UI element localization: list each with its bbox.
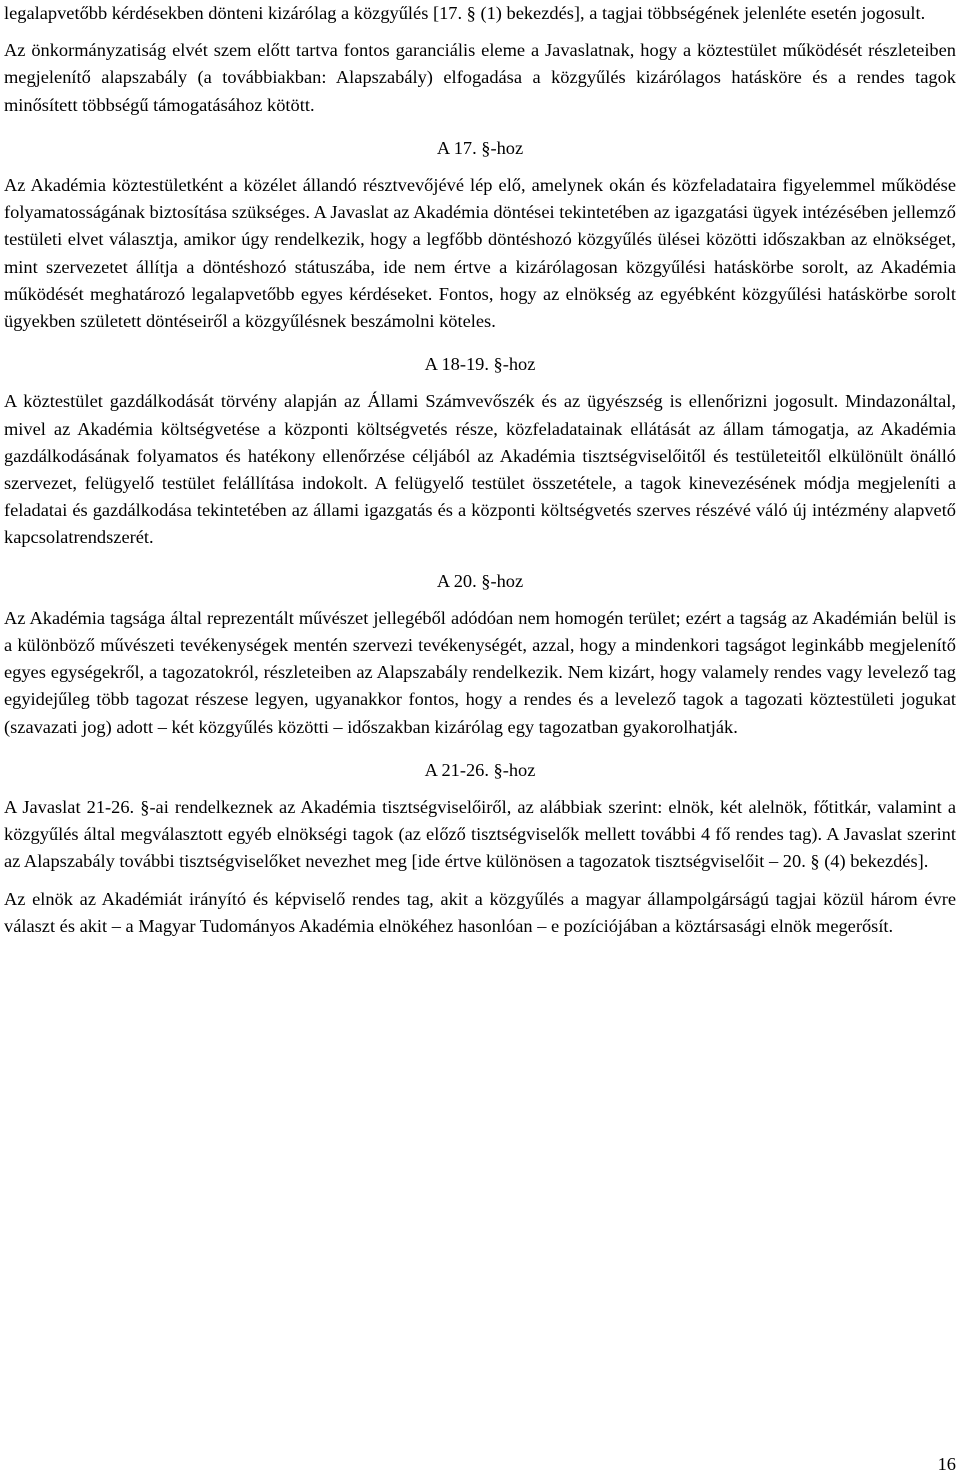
document-page [4,0,956,940]
paragraph-section-20: Az Akadémia tagsága által reprezentált művészet jellegéből adódóan nem homogén terület; ezért a tagság az Akadémián belül is a különböző művészeti tevékenységek mentén szervezi tevékenységét, azzal, hogy a mindenkori tagságot leginkább megjelenítő egyes egységekről, a tagozatokról, részleteiben az Alapszabály rendelkezik. Nem kizárt, hogy valamely rendes vagy levelező tag egyidejűleg több tagozat részese legyen, ugyanakkor fontos, hogy a rendes és a levelező tagok a tagozati köztestületi jogukat (szavazati jog) adott – két közgyűlés közötti – időszakban kizárólag egy tagozatban gyakorolhatják. [4,607,956,737]
paragraph-section-17: Az Akadémia köztestületként a közélet állandó résztvevőjévé lép elő, amelynek okán és közfeladataira figyelemmel működése folyamatosságának biztosítása szükséges. A Javaslat az Akadémia döntései tekintetében az igazgatási ügyek intézésében jellemző testületi elvet választja, amikor úgy rendelkezik, hogy a legfőbb döntéshozó közgyűlés ülései közötti időszakban az elnökséget, mint szervezetet állítja a döntéshozó státuszába, ide nem értve a kizárólagosan közgyűlési hatáskörbe sorolt, az Akadémia működését meghatározó legalapvetőbb egyes kérdéseket. Fontos, hogy az elnökség az egyébként közgyűlési hatáskörbe sorolt ügyekben született döntéseiről a közgyűlésnek beszámolni köteles. [4,175,956,332]
paragraph-section-21-26: A Javaslat 21-26. §-ai rendelkeznek az Akadémia tisztségviselőiről, az alábbiak szerint: elnök, két alelnök, főtitkár, valamint a közgyűlés által megválasztott egyéb elnökségi tagok (az előző tisztségviselők mellett további 4 fő rendes tag). A Javaslat szerint az Alapszabály további tisztségviselőket nevezhet meg [ide értve különösen a tagozatok tisztségviselőit – 20. § (4) bekezdés]. [4,797,956,872]
paragraph-continuation: legalapvetőbb kérdésekben dönteni kizárólag a közgyűlés [17. § (1) bekezdés], a tagjai többségének jelenléte esetén jogosult. [4,3,926,23]
section-heading-21-26: A 21-26. §-hoz [424,759,536,780]
section-heading-17: A 17. §-hoz [436,137,524,158]
paragraph-self-government: Az önkormányzatiság elvét szem előtt tartva fontos garanciális eleme a Javaslatnak, hogy a köztestület működését részleteiben megjelenítő alapszabály (a továbbiakban: Alapszabály) elfogadása a közgyűlés kizárólagos hatásköre és a rendes tagok minősített többségű támogatásához kötött. [4,40,956,115]
section-heading-18-19: A 18-19. §-hoz [424,354,536,375]
paragraph-president: Az elnök az Akadémiát irányító és képviselő rendes tag, akit a közgyűlés a magyar állampolgárságú tagjai közül három évre választ és akit – a Magyar Tudományos Akadémia elnökéhez hasonlóan – e pozíciójában a köztársasági elnök megerősít. [4,888,956,936]
page-number: 16 [937,1454,956,1474]
section-heading-20: A 20. §-hoz [436,570,524,591]
paragraph-section-18-19: A köztestület gazdálkodását törvény alapján az Állami Számvevőszék és az ügyészség is ellenőrizni jogosult. Mindazonáltal, mivel az Akadémia költségvetése a központi költségvetés része, közfeladatainak ellátását az állam támogatja, az Akadémia gazdálkodásának folyamatos és hatékony ellenőrzése céljából az Akadémia tisztségviselőitől és testületeitől elkülönült önálló szervezet, felügyelő testület felállítása indokolt. A felügyelő testület összetétele, a tagok kinevezésének módja megjeleníti a feladatai és gazdálkodása tekintetében az állami igazgatás és a központi költségvetés szerves részévé váló új intézmény alapvető kapcsolatrendszerét. [4,391,956,548]
